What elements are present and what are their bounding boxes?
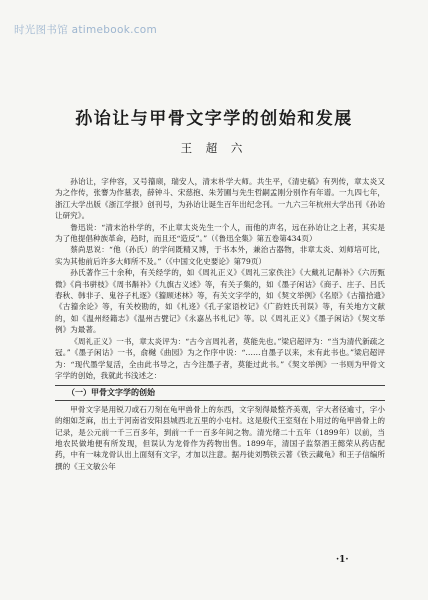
article-body [55,176,385,472]
paragraph: 《周礼正义》一书，章太炎评为：“古今言周礼者，莫能先也。”梁启超评为：“当为清代新疏之冠。”《墨子闲诂》一书，俞樾《曲园》为之作序中说：“……自墨子以来，未有此书也。”梁启超评为：“现代墨学复活，全由此书导之，古今注墨子者，莫能过此书。”《契文举例》一书则为甲骨文字学的创始，我就此书浅述之： [55,336,385,380]
quote-paragraph: 鲁迅说：“清末治朴学的，不止章太炎先生一个人，而他的声名，远在孙诒让之上者，其实是为了他提倡种族革命，趋时，而且还“造反”。”（《鲁迅全集》第五卷第434页） [55,222,385,244]
watermark: 时光图书馆 atimebook.com [14,24,158,36]
quote-paragraph: 蔡尚思说：“他（孙氏）的学问既精又博，于书本外，兼治古器物，非章太炎、刘师培可比，实为其他前后许多大师所不及。”（《中国文化史要论》第79页） [55,245,385,266]
article-title: 孙诒让与甲骨文字学的创始和发展 [75,109,353,129]
author-name: 王 超 六 [180,141,248,155]
paragraph: 孙氏著作三十余种，有关经学的，如《周礼正义》《周礼三家佚注》《大戴礼记斠补》《六历甄微》《尚书骈枝》《周书斠补》《九旗古义述》等，有关子集的，如《墨子闲诂》《商子、庄子、吕氏春秋、韩非子、鬼谷子札逐》《籀顾述林》等，有关文字学的，如《契文举例》《名原》《古籀拾遗》《古籀余论》等，有关校勘的，如《札迻》《孔子家语校记》《广韵姓氏刊误》等，有关地方文献的，如《温州经籍志》《温州古甓记》《永嘉丛书札记》等。以《周礼正义》《墨子闲诂》《契文举例》为最著。 [55,268,385,335]
section-heading: （一）甲骨文字学的创始 [55,385,385,400]
paragraph: 甲骨文字是用锐刀或石刀刻在龟甲兽骨上的东西，文字刻得最整齐美观，字大者径逾寸，字小的细如芝麻，出土于河南省安阳县城西北五里的小屯村。这是殷代王室刻在卜用过的龟甲兽骨上的记录，是公元前一千三百多年，到前一千一百多年间之物。清光绪二十五年（1899年）以前，当地农民做地便有所发现，但误认为龙骨作为药物出售。1899年，清国子监祭酒王懿荣从药店配药，中有一味龙骨认出上面刻有文字，才加以注意。据丹徒刘鹗铁云著《铁云藏龟》和王子信编所撰的《王文敏公年 [55,404,385,471]
page-number: ·1· [336,555,349,565]
paragraph: 孙诒让，字仲容，又号籀庼，瑞安人，清末朴学大师。共生平，《清史稿》有列传，章太炎又为之作传，张謇为作墓表，薛钟斗、宋慈抱、朱芳圃与先生哲嗣孟刚分别作有年谱。一九四七年，浙江大学出版《浙江学报》创刊号，为孙诒让诞生百年出纪念刊。一九六三年杭州大学出刊《孙诒让研究》。 [55,177,385,221]
